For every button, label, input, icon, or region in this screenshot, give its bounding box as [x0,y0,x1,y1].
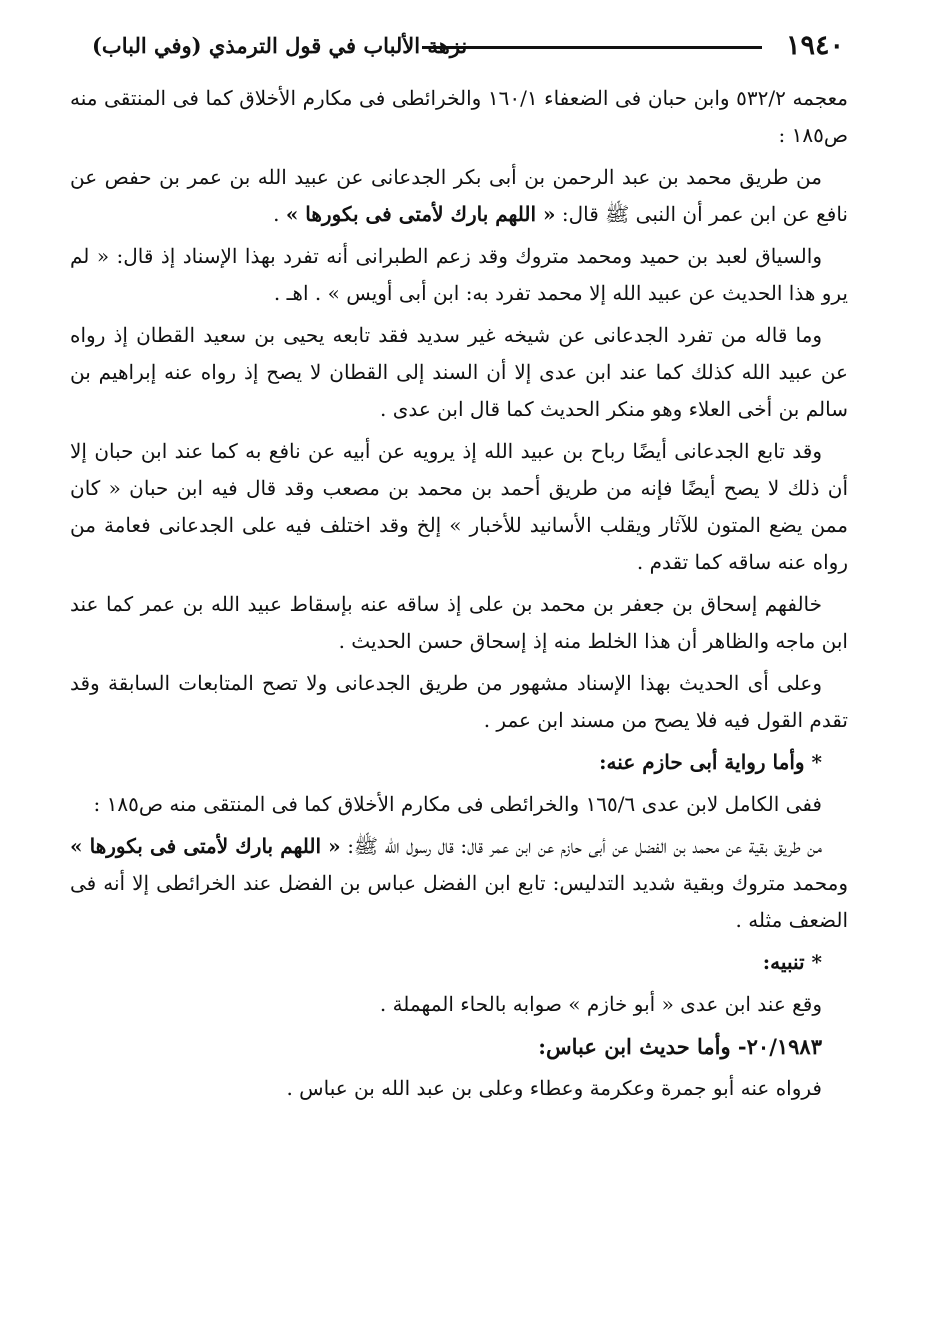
body-text [70,80,848,1112]
paragraph-commentary-4 [70,586,848,660]
paragraph-text: من طريق بقية عن محمد بن الفضل عن أبى حازم عن ابن عمر قال: قال رسول الله ﷺ: [340,834,822,858]
subheading-note [70,944,848,981]
paragraph-text: . [273,202,286,226]
hadith-quote: « اللهم بارك لأمتى فى بكورها » [285,202,556,226]
subheading-abi-hazim [70,744,848,781]
paragraph-commentary-1 [70,238,848,312]
paragraph-commentary-3 [70,433,848,581]
paragraph-text: وقع عند ابن عدى « أبو خازم » صوابه بالحاء المهملة . [379,992,822,1016]
paragraph-narrators [70,1070,848,1107]
section-heading-ibn-abbas [70,1028,848,1065]
paragraph-sources-2 [70,786,848,823]
paragraph-text: والسياق لعبد بن حميد ومحمد متروك وقد زعم الطبرانى أنه تفرد بهذا الإسناد إذ قال: « لم يرو هذا الحديث عن عبيد الله إلا محمد تفرد به: ابن أبى أويس » . اهـ . [70,244,848,305]
hadith-quote: « اللهم بارك لأمتى فى بكورها » [70,834,341,858]
paragraph-text: وقد تابع الجدعانى أيضًا رباح بن عبيد الله إذ يرويه عن أبيه عن نافع به كما عند ابن حبان إلا أن ذلك لا يصح أيضًا فإنه من طريق أحمد بن محمد بن مصعب وقد قال فيه ابن حبان « كان ممن يضع المتون للآثار ويقلب الأسانيد للأخبار » إلخ وقد اختلف فيه على الجدعانى فعامة من رواه عنه ساقه كما تقدم . [70,439,848,574]
page-number: ١٩٤٠ [785,30,844,61]
paragraph-text: خالفهم إسحاق بن جعفر بن محمد بن على إذ ساقه عنه بإسقاط عبيد الله بن عمر كما عند ابن ماجه والظاهر أن هذا الخلط منه إذ إسحاق حسن الحديث . [70,592,848,653]
paragraph-isnad-1 [70,159,848,233]
paragraph-text: ومحمد متروك وبقية شديد التدليس: تابع ابن الفضل عباس بن الفضل عند الخرائطى إلا أنه فى الضعف مثله . [70,871,848,932]
paragraph-text: وعلى أى الحديث بهذا الإسناد مشهور من طريق الجدعانى ولا تصح المتابعات السابقة وقد تقدم القول فيه فلا يصح من مسند ابن عمر . [70,671,848,732]
paragraph-text: وما قاله من تفرد الجدعانى عن شيخه غير سديد فقد تابعه يحيى بن سعيد القطان إذ رواه عن عبيد الله كذلك كما عند ابن عدى إلا أن السند إلى القطان لا يصح إذ رواه عنه إبراهيم بن سالم بن أخى العلاء وهو منكر الحديث كما قال ابن عدى . [70,323,848,421]
heading-text: * وأما رواية أبى حازم عنه: [599,750,822,774]
running-title: نزهة الألباب في قول الترمذي (وفي الباب) [92,33,468,58]
header-rule [422,46,762,49]
paragraph-commentary-2 [70,317,848,428]
heading-text: ٢٠/١٩٨٣- وأما حديث ابن عباس: [538,1034,822,1059]
paragraph-isnad-2 [70,828,848,939]
paragraph-text: ففى الكامل لابن عدى ١٦٥/٦ والخرائطى فى مكارم الأخلاق كما فى المنتقى منه ص١٨٥ : [93,792,822,816]
paragraph-text: فرواه عنه أبو جمرة وعكرمة وعطاء وعلى بن عبد الله بن عباس . [286,1076,822,1100]
paragraph-text: من طريق محمد بن عبد الرحمن بن أبى بكر الجدعانى عن عبيد الله بن عمر بن حفص عن نافع عن ابن عمر أن النبى ﷺ قال: [70,165,848,226]
paragraph-sources-1 [70,80,848,154]
heading-text: * تنبيه: [762,950,822,974]
paragraph-text: معجمه ٥٣٢/٢ وابن حبان فى الضعفاء ١٦٠/١ والخرائطى فى مكارم الأخلاق كما فى المنتقى منه ص١٨٥ : [70,86,849,147]
paragraph-conclusion [70,665,848,739]
running-header [92,28,844,64]
paragraph-note [70,986,848,1023]
